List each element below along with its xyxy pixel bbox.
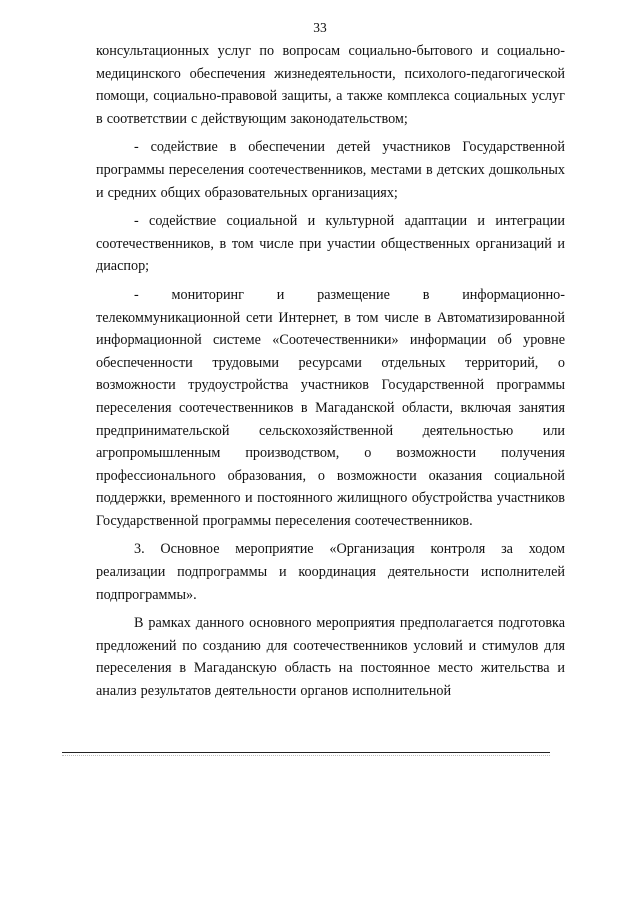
paragraph-continuation: консультационных услуг по вопросам социально-бытового и социально-медицинского обеспечения жизнедеятельности, психолого-педагогической помощи, социально-правовой защиты, а также комплекса социальных услуг в соответствии с действующим законодательством; (96, 43, 565, 127)
paragraph-adaptation-support: - содействие социальной и культурной адаптации и интеграции соотечественников, в том числе при участии общественных организаций и диаспор; (96, 213, 565, 275)
footer-divider (62, 752, 550, 753)
paragraph-children-support: - содействие в обеспечении детей участников Государственной программы переселения соотечественников, местами в детских дошкольных и средних общих образовательных организациях; (96, 139, 565, 201)
paragraph-main-activity-3: 3. Основное мероприятие «Организация контроля за ходом реализации подпрограммы и координация деятельности исполнителей подпрограммы». (96, 541, 565, 603)
paragraph-within-activity: В рамках данного основного мероприятия предполагается подготовка предложений по созданию для соотечественников условий и стимулов для переселения в Магаданскую область на постоянное место жительства и анализ результатов деятельности органов исполнительной (96, 615, 565, 700)
body-text (96, 40, 565, 703)
page-number: 33 (313, 20, 327, 35)
paragraph-monitoring: - мониторинг и размещение в информационно-телекоммуникационной сети Интернет, в том числе в Автоматизированной информационной системе «Соотечественники» информации об уровне обеспеченности трудовыми ресурсами отдельных территорий, о возможности трудоустройства участников Государственной программы переселения соотечественников в Магаданской области, включая занятия предпринимательской сельскохозяйственной деятельностью или агропромышленным производством, о возможности получения профессионального образования, о возможности оказания социальной поддержки, временного и постоянного жилищного обустройства участников Государственной программы переселения соотечественников. (96, 286, 565, 529)
